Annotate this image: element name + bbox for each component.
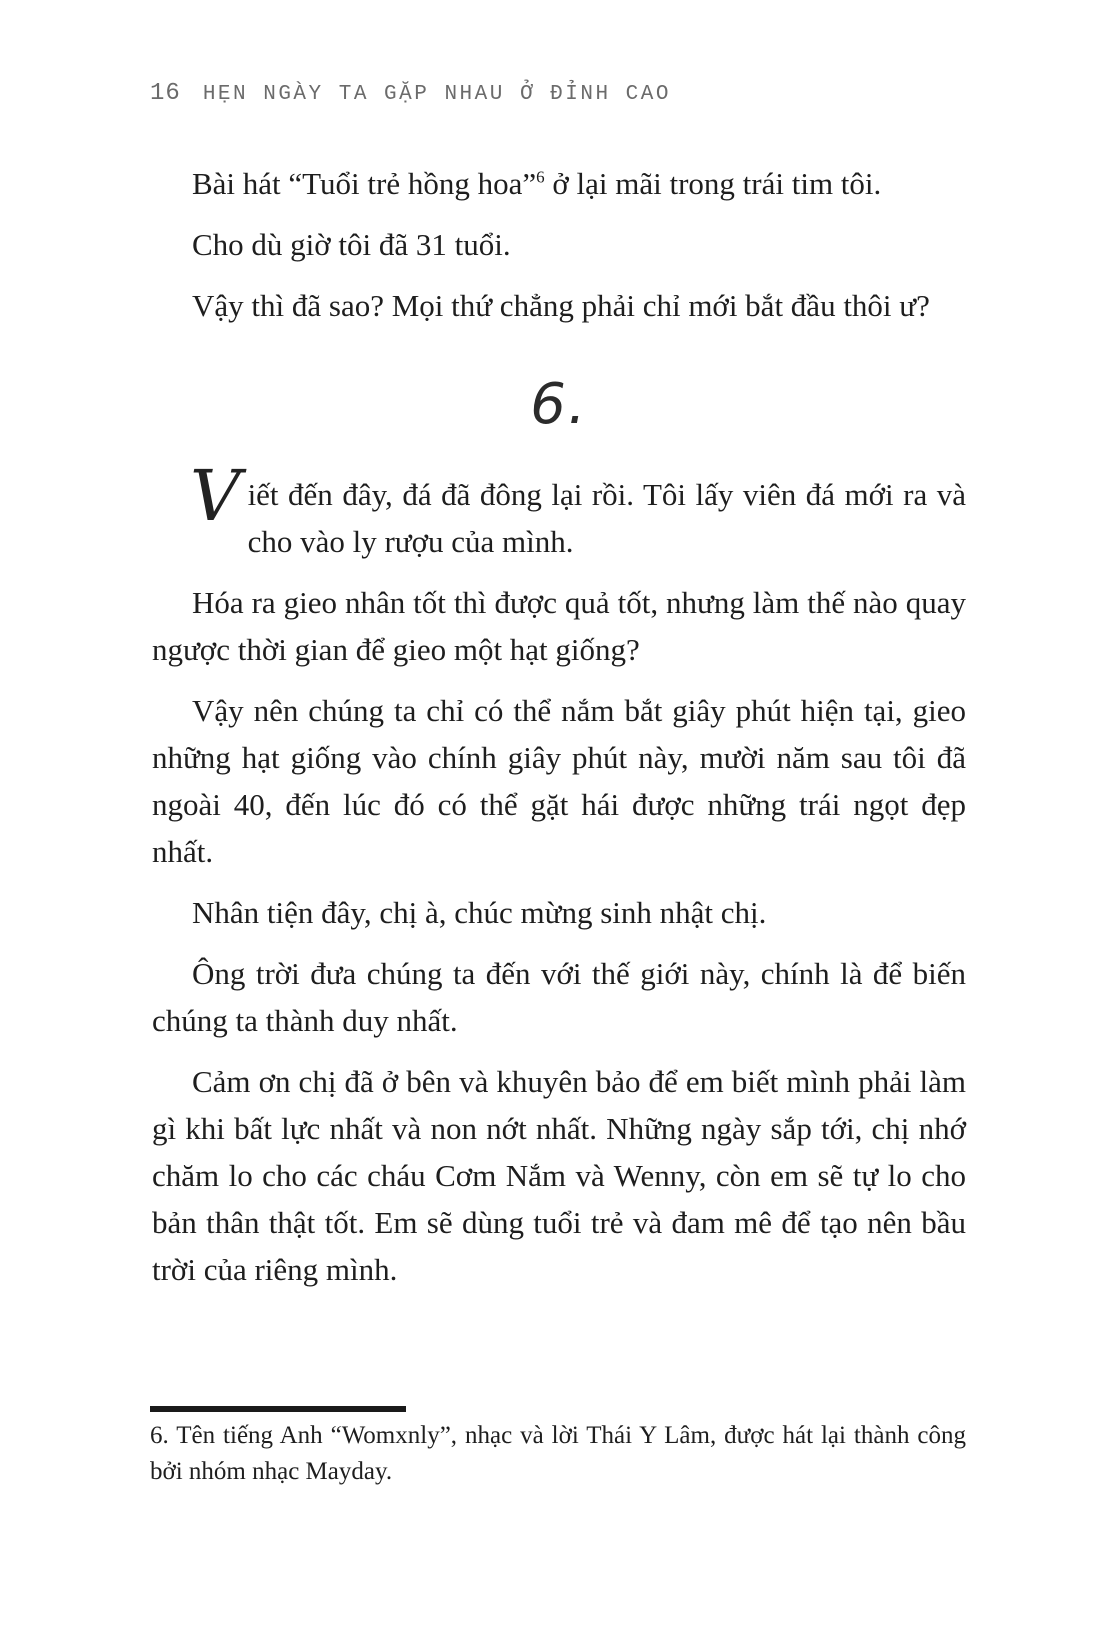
paragraph-song-post: ở lại mãi trong trái tim tôi. [544,166,882,201]
page-number: 16 [150,80,181,107]
footnote-text: 6. Tên tiếng Anh “Womxnly”, nhạc và lời Thái Y Lâm, được hát lại thành công bởi nhóm nhạc Mayday. [150,1422,966,1485]
paragraph-cam-on: Cảm ơn chị đã ở bên và khuyên bảo để em biết mình phải làm gì khi bất lực nhất và non nớt nhất. Những ngày sắp tới, chị nhớ chăm lo cho các cháu Cơm Nắm và Wenny, còn em sẽ tự lo cho bản thân thật tốt. Em sẽ dùng tuổi trẻ và đam mê để tạo nên bầu trời của riêng mình. [152,1064,966,1287]
paragraph-viet [152,455,966,565]
paragraph-song-pre: Bài hát “Tuổi trẻ hồng hoa” [192,166,537,201]
footnote-divider [150,1406,406,1412]
paragraph-vay-nen: Vậy nên chúng ta chỉ có thể nắm bắt giây phút hiện tại, gieo những hạt giống vào chính giây phút này, mười năm sau tôi đã ngoài 40, đến lúc đó có thể gặt hái được những trái ngọt đẹp nhất. [152,693,966,869]
running-header [150,80,671,107]
paragraph-hoa-ra: Hóa ra gieo nhân tốt thì được quả tốt, nhưng làm thế nào quay ngược thời gian để gieo một hạt giống? [152,585,966,667]
paragraph-ong-troi: Ông trời đưa chúng ta đến với thế giới này, chính là để biến chúng ta thành duy nhất. [152,956,966,1038]
section-number: 6. [530,372,588,437]
paragraph-viet-rest: iết đến đây, đá đã đông lại rồi. Tôi lấy viên đá mới ra và cho vào ly rượu của mình. [247,477,966,559]
body-text [152,160,966,1307]
drop-cap-v: V [190,455,241,537]
footnote-marker-sup: 6 [536,167,545,187]
running-title: HẸN NGÀY TA GẶP NHAU Ở ĐỈNH CAO [202,83,671,106]
paragraph-so-what: Vậy thì đã sao? Mọi thứ chẳng phải chỉ mới bắt đầu thôi ư? [192,288,930,323]
paragraph-song [152,160,966,207]
paragraph-age: Cho dù giờ tôi đã 31 tuổi. [192,227,511,262]
paragraph-nhan-tien: Nhân tiện đây, chị à, chúc mừng sinh nhật chị. [192,895,767,930]
footnote [150,1418,966,1490]
